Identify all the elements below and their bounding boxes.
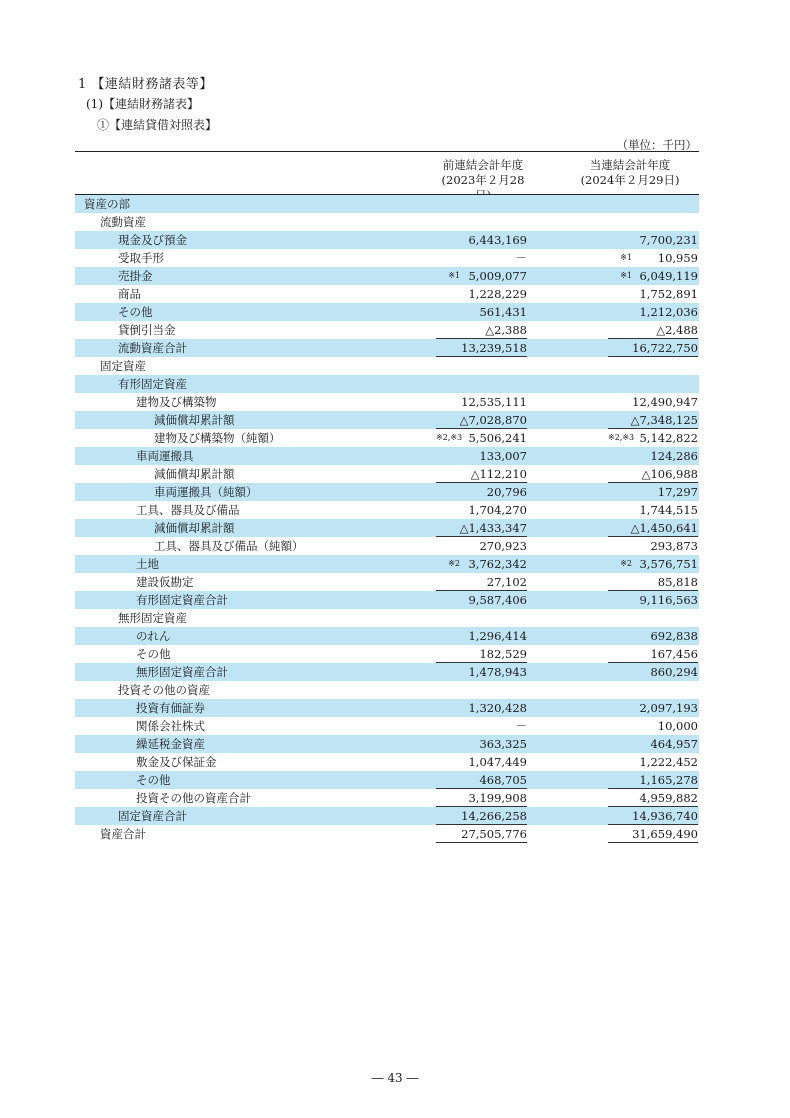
row-label: 減価償却累計額 [154,467,235,481]
row-curr-value: 1,222,452 [639,755,698,769]
row-prev-value [436,609,527,627]
row-prev-value: 3,762,342 [468,557,527,571]
row-prev-value: 27,505,776 [436,825,527,843]
row-curr-value [608,375,698,393]
table-row [75,717,699,735]
row-label: 売掛金 [118,269,153,283]
table-row [75,393,699,411]
row-curr-value: 12,490,947 [632,395,698,409]
row-curr-value: 1,752,891 [639,287,698,301]
row-label: 工具、器具及び備品 [136,503,240,517]
row-label: 減価償却累計額 [154,521,235,535]
row-prev-value: 5,009,077 [468,269,527,283]
subsection-title: (1)【連結財務諸表】 [86,97,199,111]
row-label: 商品 [118,287,141,301]
table-row [75,447,699,465]
row-label: 固定資産 [100,359,146,373]
table-row [75,501,699,519]
table-row [75,609,699,627]
row-curr-value [608,681,698,699]
row-curr-note: ※1 [620,271,632,280]
row-prev-value: △7,028,870 [436,411,527,429]
row-prev-note: ※2,※3 [436,433,463,442]
row-label: 減価償却累計額 [154,413,235,427]
row-prev-value: 14,266,258 [436,807,527,825]
row-prev-value [436,681,527,699]
row-prev-value: － [515,719,527,733]
balance-sheet-table [75,151,699,843]
row-prev-value: 20,796 [486,485,527,499]
row-prev-value: 1,478,943 [468,665,527,679]
row-curr-value: 7,700,231 [639,233,698,247]
row-curr-value: 1,165,278 [608,771,698,789]
row-curr-value: 5,142,822 [639,431,698,445]
row-prev-value [436,375,527,393]
row-label: 固定資産合計 [118,809,187,823]
row-curr-value [608,213,698,231]
row-prev-value [436,357,527,375]
table-row [75,753,699,771]
statement-title: ①【連結貸借対照表】 [97,118,218,132]
row-label: 車両運搬具 [136,449,194,463]
table-row [75,483,699,501]
row-label: 投資その他の資産 [118,683,210,697]
row-label: 建物及び構築物 [136,395,217,409]
row-curr-value: 17,297 [657,485,698,499]
row-label: のれん [136,629,171,643]
table-row [75,735,699,753]
row-label: 貸倒引当金 [118,323,176,337]
table-row [75,537,699,555]
row-curr-value: 124,286 [650,449,698,463]
row-prev-value: 6,443,169 [468,233,527,247]
row-prev-value: 12,535,111 [461,395,527,409]
table-row [75,231,699,249]
table-row [75,645,699,663]
row-label: 流動資産 [100,215,146,229]
row-prev-value: △2,388 [436,321,527,339]
column-header-curr-date: (2024年２月29日) [580,173,680,187]
row-curr-value: 293,873 [650,539,698,553]
row-label: 無形固定資産合計 [136,665,228,679]
row-curr-value [608,357,698,375]
row-label: 土地 [136,557,159,571]
row-curr-value: △7,348,125 [608,411,698,429]
table-row [75,519,699,537]
row-curr-value: 4,959,882 [608,789,698,807]
row-curr-value: 9,116,563 [639,593,698,607]
row-prev-value: 1,047,449 [468,755,527,769]
row-prev-value: 363,325 [479,737,527,751]
row-label: その他 [118,305,153,319]
row-label: 建設仮勘定 [136,575,194,589]
table-row [75,249,699,267]
row-label: 現金及び預金 [118,233,187,247]
row-prev-value: 1,296,414 [468,629,527,643]
row-label: 車両運搬具（純額） [154,485,258,499]
row-label: 有形固定資産 [118,377,187,391]
row-prev-value: 182,529 [436,645,527,663]
table-row [75,663,699,681]
row-label: 投資有価証券 [136,701,205,715]
row-curr-note: ※2 [620,559,632,568]
row-prev-value: 561,431 [479,305,527,319]
table-row [75,573,699,591]
table-row [75,627,699,645]
table-row [75,285,699,303]
row-curr-value: 31,659,490 [608,825,698,843]
table-row [75,357,699,375]
table-row [75,681,699,699]
table-row [75,789,699,807]
row-label: 工具、器具及び備品（純額） [154,539,304,553]
row-prev-value: 13,239,518 [436,339,527,357]
row-prev-value: 5,506,241 [468,431,527,445]
row-curr-value: 2,097,193 [639,701,698,715]
table-row [75,771,699,789]
row-curr-value: 860,294 [650,665,698,679]
table-body [75,195,699,843]
row-prev-value [436,195,527,213]
row-prev-value: 133,007 [479,449,527,463]
row-curr-value: 14,936,740 [608,807,698,825]
row-curr-value [608,609,698,627]
row-prev-value: 9,587,406 [468,593,527,607]
row-label: 投資その他の資産合計 [136,791,251,805]
table-row [75,339,699,357]
row-prev-value: 1,228,229 [468,287,527,301]
row-prev-value: － [515,251,527,265]
row-curr-value: 6,049,119 [639,269,698,283]
column-header-curr-title: 当連結会計年度 [589,158,671,172]
row-curr-value: 10,000 [657,719,698,733]
table-header [75,152,699,195]
row-curr-value: 1,212,036 [639,305,698,319]
unit-label: （単位：千円） [616,138,697,152]
row-curr-value: 10,959 [657,251,698,265]
table-row [75,807,699,825]
row-curr-note: ※2,※3 [608,433,635,442]
row-curr-value: 85,818 [608,573,698,591]
row-prev-value: 270,923 [479,539,527,553]
row-prev-value: △112,210 [436,465,527,483]
row-curr-value: 16,722,750 [608,339,698,357]
column-header-prev-title: 前連結会計年度 [442,158,524,172]
row-label: 流動資産合計 [118,341,187,355]
row-label: 無形固定資産 [118,611,187,625]
table-row [75,591,699,609]
table-row [75,267,699,285]
row-label: 受取手形 [118,251,164,265]
table-row [75,825,699,843]
row-prev-note: ※2 [448,559,460,568]
row-prev-value: 468,705 [436,771,527,789]
row-label: 有形固定資産合計 [136,593,228,607]
row-prev-value [436,213,527,231]
page-number: ― 43 ― [371,1071,419,1085]
row-prev-note: ※1 [448,271,460,280]
row-curr-value: 464,957 [650,737,698,751]
row-label: 資産の部 [84,197,130,211]
row-prev-value: 3,199,908 [436,789,527,807]
row-curr-value: △1,450,641 [608,519,698,537]
row-curr-note: ※1 [620,253,632,262]
column-header-curr [570,158,690,188]
row-label: 敷金及び保証金 [136,755,217,769]
row-label: 資産合計 [100,827,146,841]
section-title: 1 【連結財務諸表等】 [78,77,213,92]
row-curr-value: 1,744,515 [639,503,698,517]
table-row [75,555,699,573]
row-prev-value: 1,704,270 [468,503,527,517]
table-row [75,429,699,447]
row-prev-value: △1,433,347 [436,519,527,537]
row-label: その他 [136,773,171,787]
table-row [75,195,699,213]
table-row [75,465,699,483]
row-prev-value: 27,102 [436,573,527,591]
table-row [75,213,699,231]
table-row [75,411,699,429]
table-row [75,699,699,717]
row-curr-value: 3,576,751 [639,557,698,571]
table-row [75,321,699,339]
column-header-prev-date: (2023年２月28 [441,173,525,187]
row-label: 関係会社株式 [136,719,205,733]
row-label: その他 [136,647,171,661]
row-curr-value: △106,988 [608,465,698,483]
row-curr-value: 167,456 [608,645,698,663]
table-row [75,375,699,393]
row-curr-value: 692,838 [650,629,698,643]
table-row [75,303,699,321]
row-label: 繰延税金資産 [136,737,205,751]
row-curr-value [608,195,698,213]
row-curr-value: △2,488 [608,321,698,339]
row-prev-value: 1,320,428 [468,701,527,715]
row-label: 建物及び構築物（純額） [154,431,281,445]
